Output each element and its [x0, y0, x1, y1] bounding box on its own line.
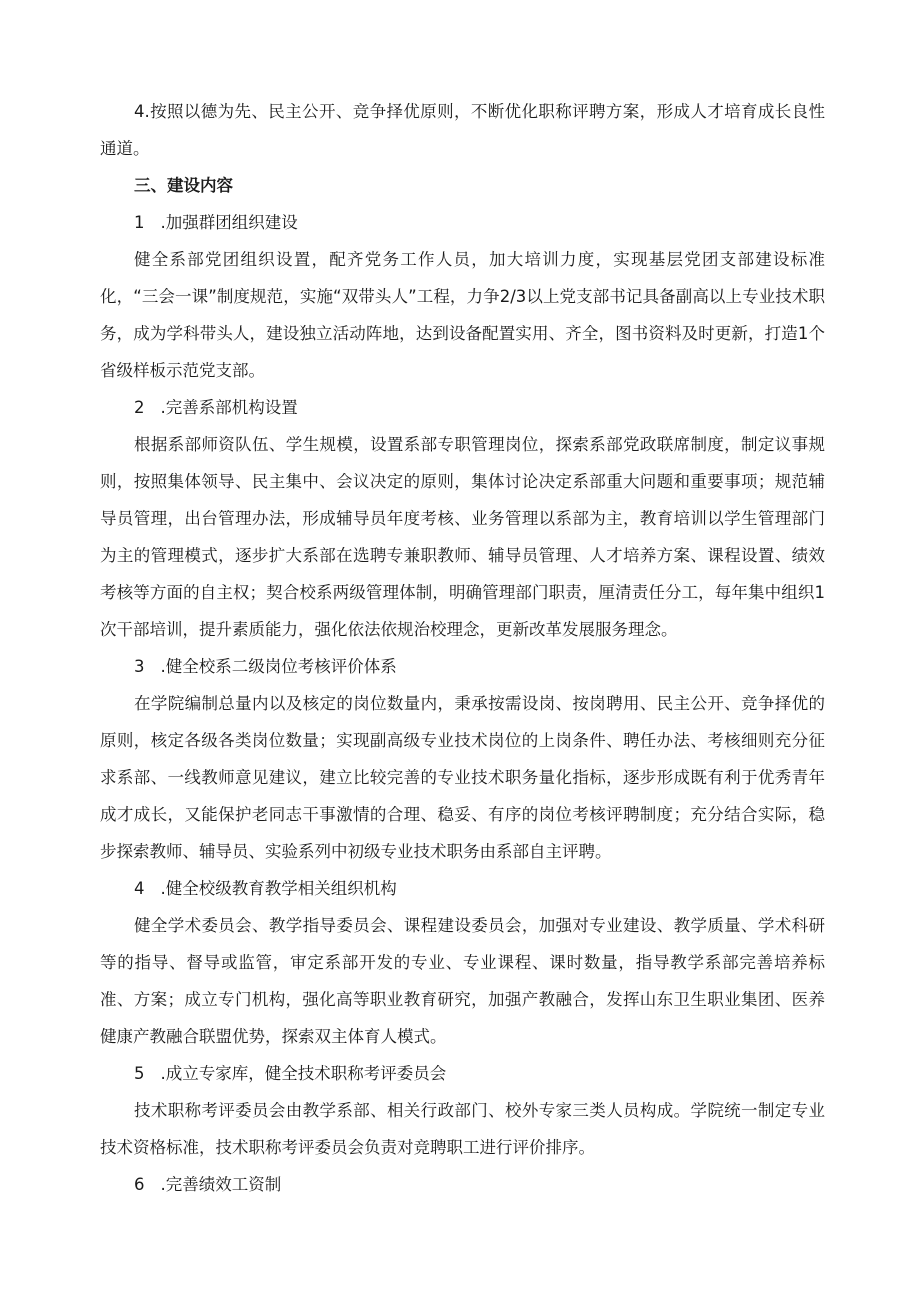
- subheading-4-number: 4: [134, 879, 145, 898]
- subheading-5: [100, 1055, 825, 1092]
- item-4-paragraph: [100, 93, 825, 167]
- subheading-6-number: 6: [134, 1175, 145, 1194]
- subheading-4-title: .健全校级教育教学相关组织机构: [160, 879, 397, 898]
- subheading-1: [100, 204, 825, 241]
- subheading-6: [100, 1166, 825, 1203]
- paragraph-3: 在学院编制总量内以及核定的岗位数量内，秉承按需设岗、按岗聘用、民主公开、竞争择优的原则，核定各级各类岗位数量；实现副高级专业技术岗位的上岗条件、聘任办法、考核细则充分征求系部、一线教师意见建议，建立比较完善的专业技术职务量化指标，逐步形成既有利于优秀青年成才成长，又能保护老同志干事激情的合理、稳妥、有序的岗位考核评聘制度；充分结合实际，稳步探索教师、辅导员、实验系列中初级专业技术职务由系部自主评聘。: [100, 694, 825, 861]
- subheading-3: [100, 648, 825, 685]
- subheading-2-number: 2: [134, 398, 145, 417]
- document-page: [100, 93, 825, 1203]
- subheading-5-title: .成立专家库，健全技术职称考评委员会: [160, 1064, 447, 1083]
- subheading-1-number: 1: [134, 213, 145, 232]
- subheading-3-number: 3: [134, 657, 145, 676]
- item-4-number: 4: [134, 102, 145, 121]
- item-4-text: .按照以德为先、民主公开、竞争择优原则，不断优化职称评聘方案，形成人才培育成长良性通道。: [100, 102, 825, 158]
- subheading-3-title: .健全校系二级岗位考核评价体系: [160, 657, 397, 676]
- paragraph-5: 技术职称考评委员会由教学系部、相关行政部门、校外专家三类人员构成。学院统一制定专业技术资格标准，技术职称考评委员会负责对竞聘职工进行评价排序。: [100, 1101, 825, 1157]
- section-3-heading: 三、建设内容: [134, 176, 233, 195]
- paragraph-2: 根据系部师资队伍、学生规模，设置系部专职管理岗位，探索系部党政联席制度，制定议事规则，按照集体领导、民主集中、会议决定的原则，集体讨论决定系部重大问题和重要事项；规范辅导员管理，出台管理办法，形成辅导员年度考核、业务管理以系部为主，教育培训以学生管理部门为主的管理模式，逐步扩大系部在选聘专兼职教师、辅导员管理、人才培养方案、课程设置、绩效考核等方面的自主权；契合校系两级管理体制，明确管理部门职责，厘清责任分工，每年集中组织1次干部培训，提升素质能力，强化依法依规治校理念，更新改革发展服务理念。: [100, 435, 825, 639]
- subheading-2-title: .完善系部机构设置: [160, 398, 298, 417]
- subheading-5-number: 5: [134, 1064, 145, 1083]
- paragraph-1: 健全系部党团组织设置，配齐党务工作人员，加大培训力度，实现基层党团支部建设标准化，“三会一课”制度规范，实施“双带头人”工程，力争2/3以上党支部书记具备副高以上专业技术职务，成为学科带头人，建设独立活动阵地，达到设备配置实用、齐全，图书资料及时更新，打造1个省级样板示范党支部。: [100, 250, 825, 380]
- subheading-2: [100, 389, 825, 426]
- subheading-6-title: .完善绩效工资制: [160, 1175, 282, 1194]
- subheading-4: [100, 870, 825, 907]
- subheading-1-title: .加强群团组织建设: [160, 213, 298, 232]
- paragraph-4: 健全学术委员会、教学指导委员会、课程建设委员会，加强对专业建设、教学质量、学术科研等的指导、督导或监管，审定系部开发的专业、专业课程、课时数量，指导教学系部完善培养标准、方案；成立专门机构，强化高等职业教育研究，加强产教融合，发挥山东卫生职业集团、医养健康产教融合联盟优势，探索双主体育人模式。: [100, 916, 825, 1046]
